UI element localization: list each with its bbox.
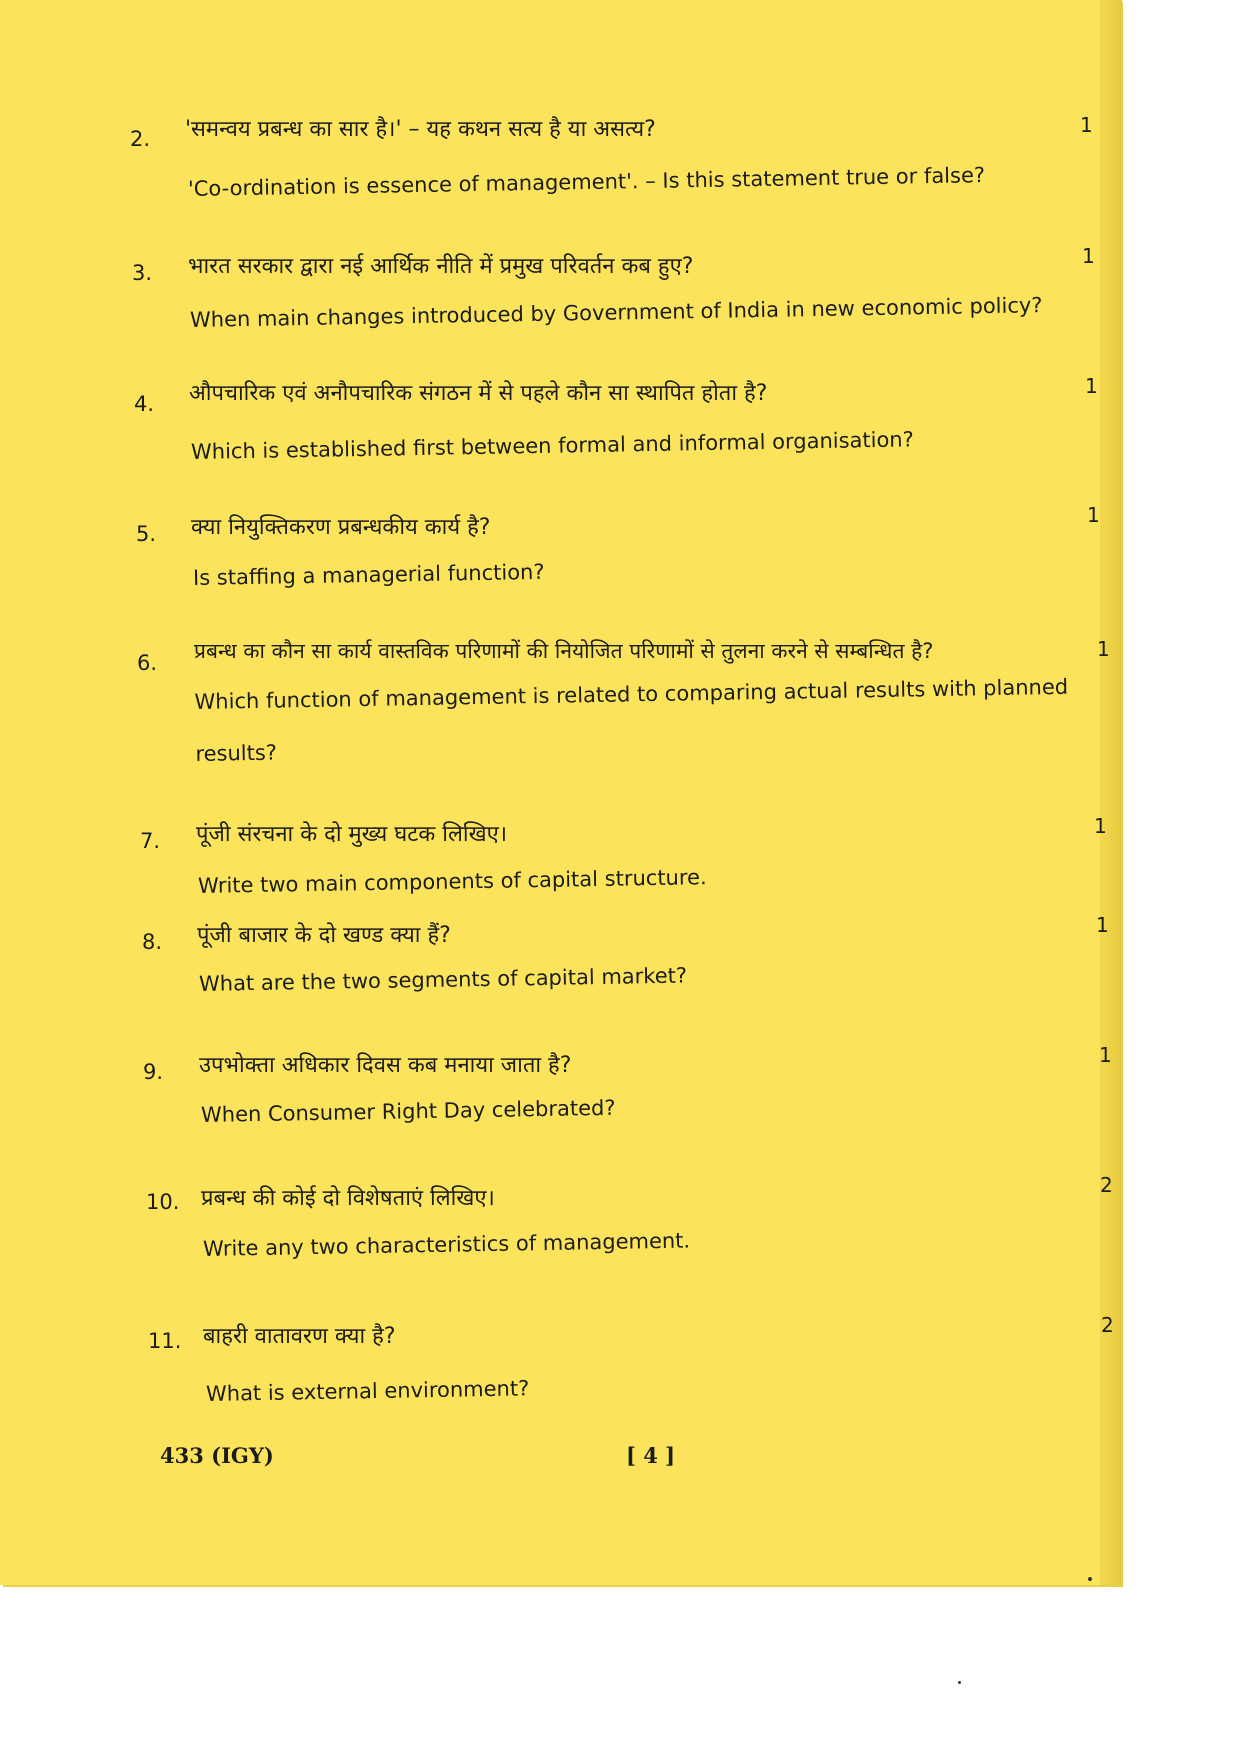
question-text-english: Which is established first between formal and informal organisation? [190, 427, 914, 464]
question-number: 11. [148, 1329, 182, 1353]
question-text-english: What is external environment? [205, 1376, 530, 1406]
question-marks: 1 [1080, 113, 1093, 137]
question-text-english: Write two main components of capital structure. [197, 865, 707, 898]
question-number: 3. [132, 261, 153, 285]
question-text-hindi: प्रबन्ध की कोई दो विशेषताएं लिखिए। [201, 1186, 495, 1211]
question-marks: 1 [1097, 637, 1110, 661]
question-text-english: Is staffing a managerial function? [192, 559, 545, 590]
scan-speck [1088, 1577, 1092, 1581]
question-text-english: 'Co-ordination is essence of management'. – Is this statement true or false? [187, 163, 986, 201]
question-text-hindi: क्या नियुक्तिकरण प्रबन्धकीय कार्य है? [191, 515, 491, 540]
question-marks: 1 [1096, 913, 1109, 937]
question-text-hindi: 'समन्वय प्रबन्ध का सार है।' – यह कथन सत्य है या असत्य? [185, 117, 656, 142]
question-number: 6. [137, 651, 158, 675]
question-number: 7. [140, 829, 161, 853]
question-text-hindi: औपचारिक एवं अनौपचारिक संगठन में से पहले कौन सा स्थापित होता है? [189, 381, 768, 406]
question-number: 10. [146, 1190, 180, 1214]
question-text-hindi: पूंजी बाजार के दो खण्ड क्या हैं? [197, 923, 451, 948]
question-marks: 2 [1101, 1313, 1114, 1337]
question-number: 2. [130, 127, 151, 151]
question-marks: 1 [1087, 503, 1100, 527]
question-number: 9. [143, 1060, 164, 1084]
question-text-hindi: बाहरी वातावरण क्या है? [203, 1324, 396, 1349]
question-marks: 1 [1082, 244, 1095, 268]
question-text-hindi: उपभोक्ता अधिकार दिवस कब मनाया जाता है? [199, 1053, 572, 1078]
question-text-english: When Consumer Right Day celebrated? [200, 1095, 616, 1127]
question-text-hindi: भारत सरकार द्वारा नई आर्थिक नीति में प्रमुख परिवर्तन कब हुए? [188, 254, 694, 279]
page-number: [ 4 ] [626, 1443, 676, 1468]
scan-speck [958, 1681, 961, 1684]
question-number: 8. [142, 930, 163, 954]
paper-edge [1100, 0, 1122, 1585]
question-text-english: Write any two characteristics of management. [202, 1228, 691, 1261]
question-number: 5. [136, 522, 157, 546]
question-marks: 2 [1100, 1173, 1113, 1197]
question-text-english: Which function of management is related to comparing actual results with planned results? [194, 674, 1069, 766]
question-text-hindi: प्रबन्ध का कौन सा कार्य वास्तविक परिणामों की नियोजित परिणामों से तुलना करने से सम्बन्धित है? [194, 639, 934, 663]
question-marks: 1 [1094, 814, 1107, 838]
question-marks: 1 [1099, 1043, 1112, 1067]
question-text-hindi: पूंजी संरचना के दो मुख्य घटक लिखिए। [196, 822, 508, 847]
question-text-english: When main changes introduced by Government of India in new economic policy? [189, 293, 1043, 332]
question-number: 4. [134, 392, 155, 416]
paper-code: 433 (IGY) [160, 1443, 274, 1468]
question-marks: 1 [1085, 374, 1098, 398]
question-text-english: What are the two segments of capital market? [198, 963, 688, 996]
